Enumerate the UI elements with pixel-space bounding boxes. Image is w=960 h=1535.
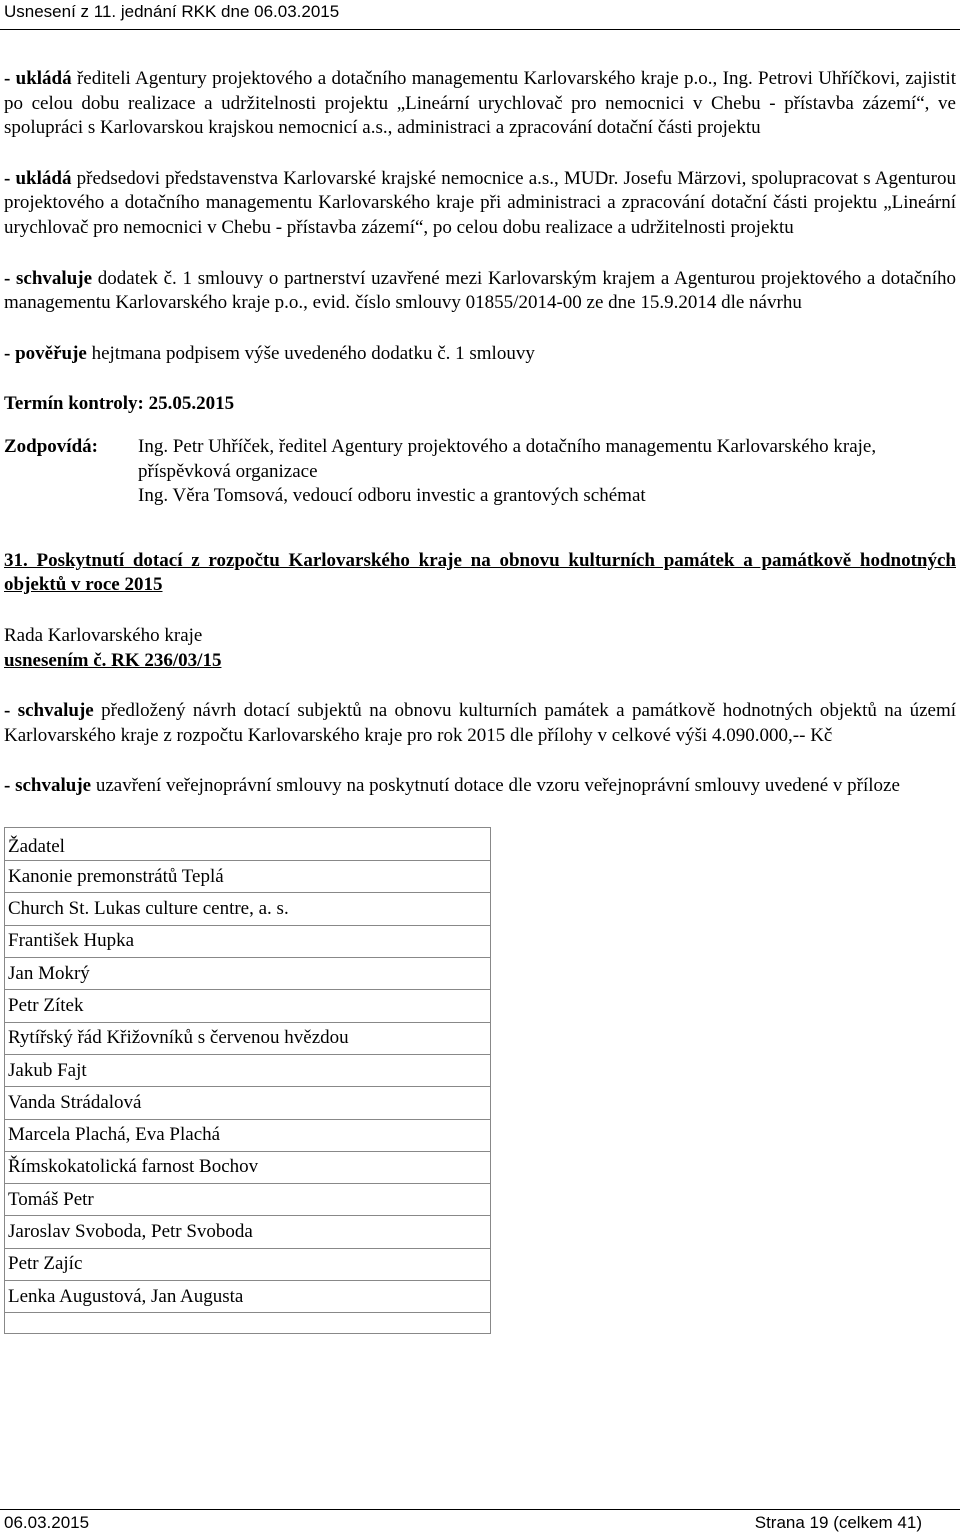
footer-page-number: Strana 19 (celkem 41) [754,1513,922,1532]
table-row [5,958,491,990]
footer-date: 06.03.2015 [4,1513,90,1532]
resolution-verb: - ukládá [4,68,72,89]
resolution-item [4,699,956,748]
table-row [5,925,491,957]
table-row [5,1184,491,1216]
applicant-cell: Marcela Plachá, Eva Plachá [5,1119,491,1151]
responsible-block [4,435,956,509]
empty-cell [5,1313,491,1334]
applicant-cell: Lenka Augustová, Jan Augusta [5,1281,491,1313]
table-header-cell: Žadatel [5,827,491,860]
resolution-text: dodatek č. 1 smlouvy o partnerství uzavřené mezi Karlovarským krajem a Agenturou projektového a dotačního managementu Karlovarského kraje p.o., evid. číslo smlouvy 01855/2014-00 ze dne 15.9.2014 dle návrhu [4,267,956,314]
council-name: Rada Karlovarského kraje [4,624,203,646]
applicants-table [4,827,491,1334]
table-row [5,861,491,893]
responsible-person: Ing. Věra Tomsová, vedoucí odboru investic a grantových schémat [138,485,646,507]
resolution-text: předsedovi představenstva Karlovarské krajské nemocnice a.s., MUDr. Josefu Märzovi, spolupracovat s Agenturou projektového a dotačního managementu Karlovarského kraje při administraci a zpracování dotační části projektu „Lineární urychlovač pro nemocnici v Chebu - přístavba zázemí“, po celou dobu realizace a udržitelnosti projektu [4,167,956,238]
footer-divider [0,1509,960,1510]
table-row [5,1119,491,1151]
applicant-cell: Římskokatolická farnost Bochov [5,1151,491,1183]
resolution-item [4,167,956,241]
header-divider [0,29,960,30]
responsible-persons [138,435,956,509]
resolution-verb: - pověřuje [4,342,87,364]
table-row [5,990,491,1022]
resolution-number [4,649,956,674]
resolution-item [4,67,956,141]
resolution-text: předložený návrh dotací subjektů na obnovu kulturních památek a památkově hodnotných objektů na území Karlovarského kraje z rozpočtu Karlovarského kraje pro rok 2015 dle přílohy v celkové výši 4.090.000,-- Kč [4,700,957,746]
applicant-cell: František Hupka [5,925,491,957]
control-deadline-text: Termín kontroly: 25.05.2015 [4,393,235,415]
resolution-item [4,774,956,799]
page-header-title: Usnesení z 11. jednání RKK dne 06.03.2015 [4,2,340,21]
resolution-item [4,342,956,367]
resolution-verb: - ukládá [4,167,72,189]
applicant-cell: Petr Zajíc [5,1248,491,1280]
table-row [5,1216,491,1248]
applicant-cell: Tomáš Petr [5,1184,491,1216]
table-row [5,1054,491,1086]
resolution-number-text: usnesením č. RK 236/03/15 [4,649,222,671]
resolution-text: řediteli Agentury projektového a dotačního managementu Karlovarského kraje p.o., Ing. Petrovi Uhříčkovi, zajistit po celou dobu realizace a udržitelnosti projektu „Lineární urychlovač pro nemocnici v Chebu - přístavba zázemí“, ve spolupráci s Karlovarskou krajskou nemocnicí a.s., administraci a zpracování dotační části projektu [4,68,956,139]
table-row-empty [5,1313,491,1334]
applicant-cell: Church St. Lukas culture centre, a. s. [5,893,491,925]
applicant-cell: Rytířský řád Křižovníků s červenou hvězdou [5,1022,491,1054]
resolution-verb: - schvaluje [4,775,92,797]
table-row [5,1022,491,1054]
resolution-text: uzavření veřejnoprávní smlouvy na poskytnutí dotace dle vzoru veřejnoprávní smlouvy uvedené v příloze [91,775,900,797]
applicant-cell: Jan Mokrý [5,958,491,990]
table-row [5,893,491,925]
table-row [5,1087,491,1119]
resolution-text: hejtmana podpisem výše uvedeného dodatku č. 1 smlouvy [86,342,535,364]
resolution-verb: - schvaluje [4,267,93,289]
resolution-verb: - schvaluje [4,700,94,722]
applicant-cell: Kanonie premonstrátů Teplá [5,861,491,893]
resolution-item [4,267,956,316]
table-row [5,1248,491,1280]
control-deadline [4,392,956,417]
document-body [4,67,956,1334]
table-row [5,1281,491,1313]
responsible-label: Zodpovídá: [4,435,98,457]
applicant-cell: Jakub Fajt [5,1054,491,1086]
applicant-cell: Vanda Strádalová [5,1087,491,1119]
applicant-cell: Petr Zítek [5,990,491,1022]
table-row [5,1151,491,1183]
table-header-row [5,827,491,860]
section-title: 31. Poskytnutí dotací z rozpočtu Karlovarského kraje na obnovu kulturních památek a památkově hodnotných objektů v roce 2015 [4,549,956,596]
responsible-person: Ing. Petr Uhříček, ředitel Agentury projektového a dotačního managementu Karlovarského kraje, příspěvková organizace [138,435,877,482]
applicant-cell: Jaroslav Svoboda, Petr Svoboda [5,1216,491,1248]
